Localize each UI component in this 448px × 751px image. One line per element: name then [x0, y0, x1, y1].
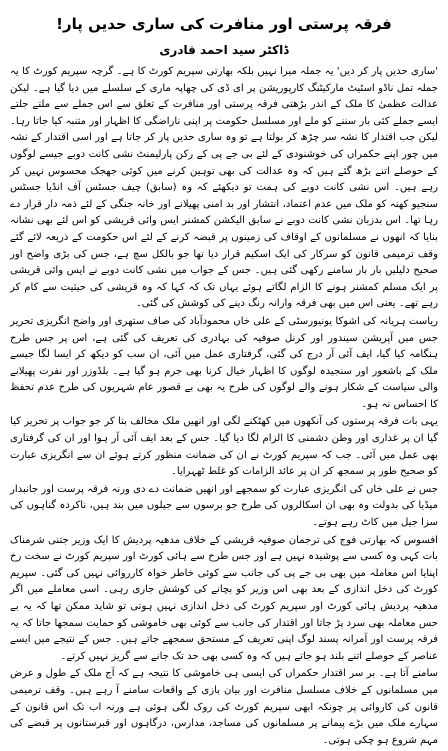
article-paragraph: ریاست ہریانہ کی اشوکا یونیورسٹی کے علی خاں محمودآباد کی صاف ستھری اور واضح انگریزی تحریر جس میں آپریشن سیندور اور کرنل صوفیہ کی بہادری کی تعریف کی گئی ہے، اس پر جس طرح ہنگامہ کیا گیا، ایف آئی آر درج کی گئی، گرفتاری عمل میں آئی، ان سب کو دیکھ کر ایسا لگا جیسے ملک کے باشعور اور سنجیدہ لوگوں کا اظہار خیال کرنا بھی جرم ہو گیا ہے۔ بلڈوزر اور نفرت پھیلانے والی سیاست کے شکار ہونے والے لوگوں کی طرح یہ بھی بے قصور عام شہریوں کی طرح عدم تحفظ کا احساس نہ ہو۔ — [10, 315, 438, 410]
article-paragraph: جس نے علی خاں کی انگریزی عبارت کو سمجھے اور انھیں ضمانت دے دی ورنہ فرقہ پرست اور جانبدار میڈیا کی بدولت وہ بھی ان اسکالروں کی طرح جو برسوں سے جیلوں میں بند ہیں، ناکردہ گناہوں کی سزا جیل میں کاٹ رہے ہوتے۔ — [10, 483, 438, 529]
article-paragraph: یہی بات فرقہ پرستوں کی آنکھوں میں کھٹکنے لگی اور انھیں ملک مخالف بتا کر جو جواب پر تحریر کیا گیا ان پر غداری اور وطن دشمنی کا الزام لگا دیا گیا۔ جس کے بعد ایف آئی آر ہوا اور ان کی گرفتاری بھی عمل میں آئی۔ جب کہ سپریم کورٹ نے ان کی ضمانت منظور کرتے ہوئے ان سے انگریزی عبارت کو صحیح طور پر سمجھ کر ان پر عائد الزامات کو غلط ٹھہرایا۔ — [10, 416, 438, 478]
article-paragraph: افسوس کہ بھارتی فوج کی ترجمان صوفیہ قریشی کے خلاف مدھیہ پردیش کا ایک وزیر جتنی شرمناک بات کہی وہ کسی سے پوشیدہ نہیں ہے اور جس طرح سے ہائی کورٹ اور سپریم کورٹ نے سخت رخ اپنایا اس معاملہ میں بھی بی جے پی کی جانب سے کوئی خاطر خواہ کارروائی نہیں کی گئی۔ سپریم کورٹ کی دخل اندازی کے بعد بھی اس وزیر کو بچانے کی کوشش جاری رہی۔ اسی معاملے میں اگر مدھیہ پردیش ہائی کورٹ اور سپریم کورٹ کی دخل اندازی نہیں ہوتی تو شاید ممکن تھا کہ یہ بے حس معاملہ بھی سرد پڑ جاتا اور اقتدار کی جانب سے کوئی بھی خاموشی کو حمایت سمجھا جاتا کہ یہ فرقہ پرست اور آمرانہ پسند لوگ اپنی تعریف کے مستحق سمجھے جاتے ہیں۔ جس کے نتیجے میں ایسے عناصر کے حوصلے اتنے بلند ہو جاتے ہیں کہ وہ کسی بھی حد تک جانے سے گریز نہیں کرتے۔ — [10, 534, 438, 662]
article-body — [10, 64, 438, 749]
article-paragraph: 'ساری حدیں پار کر دیں' یہ جملہ میرا نہیں بلکہ بھارتی سپریم کورٹ کا ہے۔ گرچہ سپریم کورٹ کا یہ جملہ تمل ناڈو اسٹیٹ مارکیٹنگ کارپوریشن پر ای ڈی کی چھاپہ ماری کے سلسلے میں دیا گیا ہے۔ لیکن عدالت عظمیٰ کا ملک کے اندر بڑھتی فرقہ پرستی اور منافرت کے تعلق سے اس جملے سے ملتے جلتے ایسے جملے کئی بار سننے کو ملے اور مسلسل حکومت پر اپنی ناراضگی کا اظہار اور متنبہ کیا جاتا رہا۔ لیکن جب اقتدار کا نشہ سر چڑھ کر بولتا ہے تو وہ ساری حدیں پار کر جاتا ہے اور اسی اقتدار کے نشہ میں چور اپنے حکمراں کی خوشنودی کے لئے بی جے پی کے رکن پارلیمنٹ نشی کانت دوبے جیسے لوگوں کے حوصلے اتنے بڑھ گئے ہیں کہ وہ عدالت کی بھی توہین کرنے میں کوئی جھجک محسوس نہیں کر رہے ہیں۔ اس نشی کانت دوبے کی ہمت تو دیکھئے کہ وہ (سابق) چیف جسٹس آف انڈیا جسٹس سنجیو کھنہ کو ملک میں عدم اعتماد، انتشار اور بد امنی پھیلانے اور خانہ جنگی کے لئے ذمہ دار قرار دے رہا تھا۔ اس بدزبان نشی کانت دوبے نے سابق الیکشن کمشنر ایس وائی قریشی کو اس لئے بھی نشانہ بنایا کہ انھوں نے مسلمانوں کے اوقاف کی زمینوں پر قبضہ کرنے کے لئے اس حکومت کے ذریعہ لائے گئے وقف ترمیمی قانون کو سرکار کی ایک اسکیم قرار دیا تھا جو بالکل سچ ہے، جس کی بڑی واضح اور صحیح دلیلیں بار بار سامنے رکھی گئی ہیں۔ جس کے جواب میں نشی کانت دوبے نے ایس وائی قریشی پر ایک مسلم کمشنر ہونے کا الزام لگاتے ہوئے یہاں تک کہ کہا کہ وہ قریشی کی حیثیت سے کام کر رہے تھے۔ یعنی اس میں بھی فرقہ وارانہ رنگ دینے کی کوشش کی گئی۔ — [10, 66, 439, 310]
article-byline: ڈاکٹر سید احمد قادری — [159, 43, 289, 57]
article-paragraph: سامنے آتا ہے۔ بر سر اقتدار حکمراں کی ایسی ہی خاموشی کا نتیجہ ہے کہ آج ملک کے طول و عرض میں مسلمانوں کے خلاف مسلسل منافرت اور بیان بازی کے واقعات سامنے آ رہے ہیں۔ وقف ترمیمی قانون کی کاروائی پر چونکہ ابھی سپریم کورٹ کی روک لگی ہوئی ہے ورنہ اب تک اس قانون کے سہارے ملک میں بڑے پیمانے پر مسلمانوں کی مساجد، مدارس، درگاہوں اور قبرستانوں پر قبضے کی مہم شروع ہو چکی ہوتی۔ — [10, 668, 438, 746]
article-headline: فرقہ پرستی اور منافرت کی ساری حدیں پار! — [56, 15, 392, 33]
